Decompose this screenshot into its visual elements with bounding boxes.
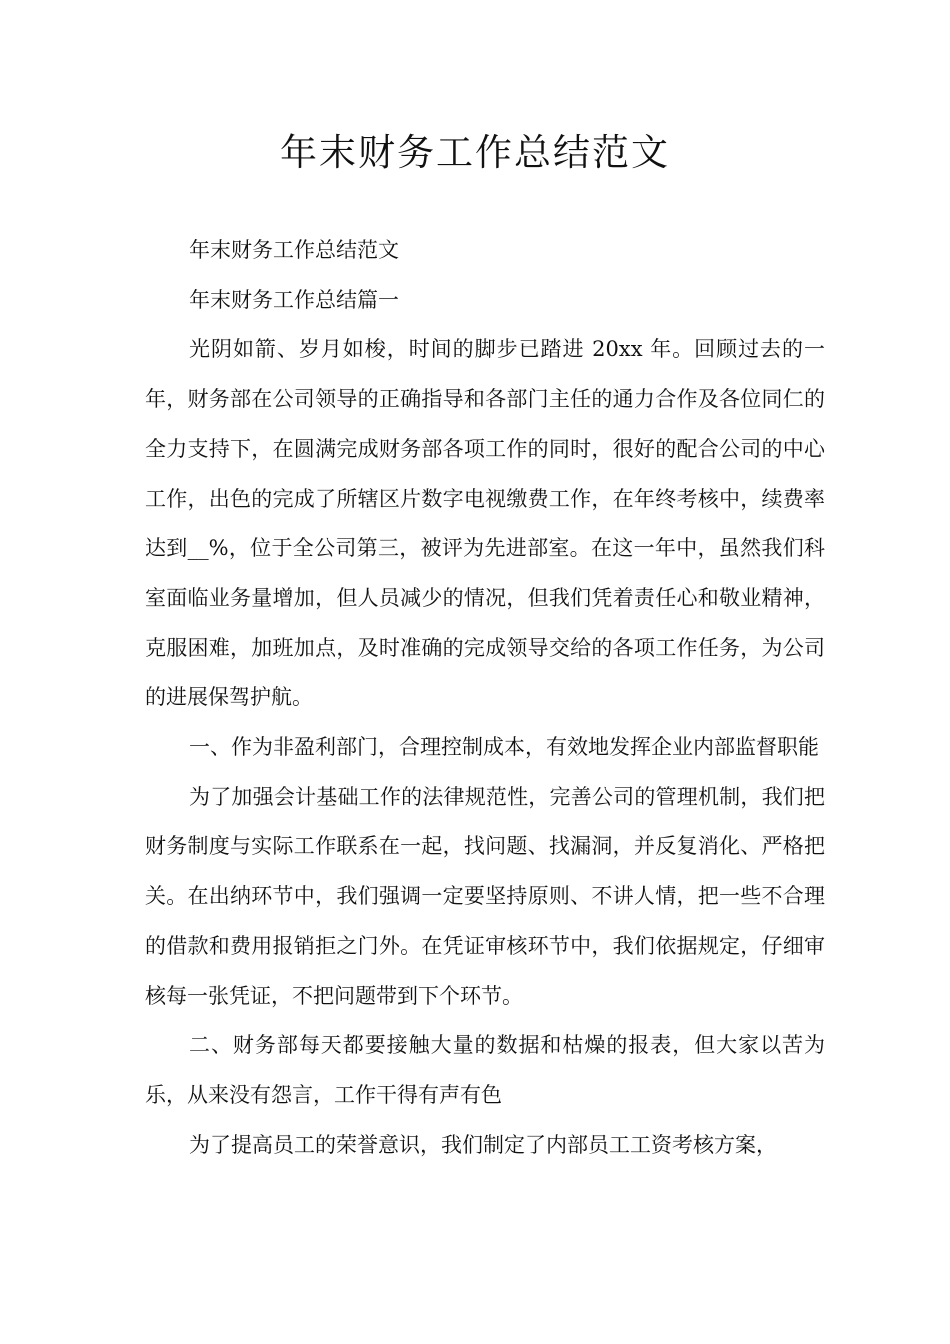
paragraph-point-one-body: 为了加强会计基础工作的法律规范性，完善公司的管理机制，我们把财务制度与实际工作联系在一起，找问题、找漏洞，并反复消化、严格把关。在出纳环节中，我们强调一定要坚持原则、不讲人情，把一些不合理的借款和费用报销拒之门外。在凭证审核环节中，我们依据规定，仔细审核每一张凭证，不把问题带到下个环节。	[145, 784, 825, 1008]
paragraph-point-two-body: 为了提高员工的荣誉意识，我们制定了内部员工工资考核方案，	[189, 1132, 777, 1157]
paragraph-section-heading: 年末财务工作总结篇一	[189, 287, 399, 312]
paragraph-point-one-heading: 一、作为非盈利部门，合理控制成本，有效地发挥企业内部监督职能	[189, 735, 819, 760]
paragraph-intro: 光阴如箭、岁月如梭，时间的脚步已踏进 20xx 年。回顾过去的一年，财务部在公司领导的正确指导和各部门主任的通力合作及各位同仁的全力支持下，在圆满完成财务部各项工作的同时，很好的配合公司的中心工作，出色的完成了所辖区片数字电视缴费工作，在年终考核中，续费率达到__%，位于全公司第三，被评为先进部室。在这一年中，虽然我们科室面临业务量增加，但人员减少的情况，但我们凭着责任心和敬业精神，克服困难，加班加点，及时准确的完成领导交给的各项工作任务，为公司的进展保驾护航。	[145, 337, 825, 710]
paragraph-point-two-heading: 二、财务部每天都要接触大量的数据和枯燥的报表，但大家以苦为乐，从来没有怨言，工作干得有声有色	[145, 1033, 825, 1107]
paragraph-subtitle: 年末财务工作总结范文	[189, 238, 399, 262]
document-title: 年末财务工作总结范文	[280, 131, 670, 174]
document-body	[145, 226, 825, 1170]
